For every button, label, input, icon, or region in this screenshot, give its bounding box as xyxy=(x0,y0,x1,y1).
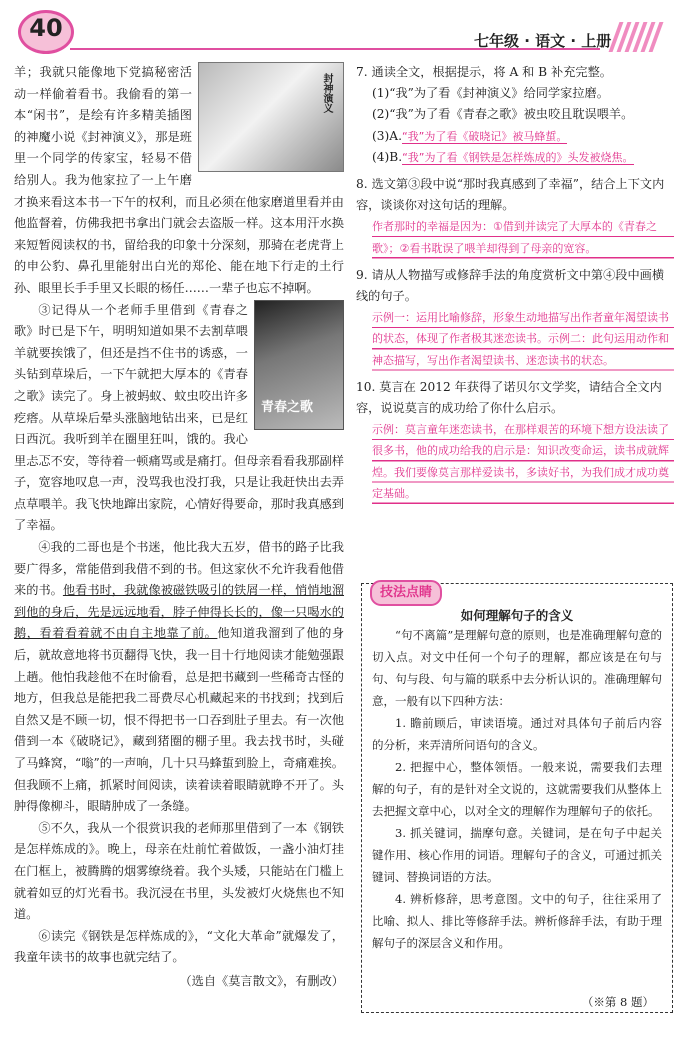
item-4-prefix: (4)B. xyxy=(372,149,403,164)
tips-intro: “句不离篇”是理解句意的原则，也是准确理解句意的切入点。对文中任何一个句子的理解，都应该是在句与句、句与段、句与篇的联系中去分析认识的。准确理解句意，一般有以下四种方法： xyxy=(372,628,662,708)
passage-paragraph-4 xyxy=(14,537,344,818)
reading-passage xyxy=(14,62,344,993)
passage-source: （选自《莫言散文》，有删改） xyxy=(179,973,344,988)
passage-paragraph-2: 羊；我就只能像地下党搞秘密活动一样偷着看书。我偷看的第一本“闲书”，是绘有许多精美插图的神魔小说《封神演义》，那是班里一个同学的传家宝，轻易不借给别人。我为他家拉了一上午磨才换来看这本书一下午的权利，而且必须在他家磨道里看并由他监督着，仿佛我把书拿出门就会去盗版一样。这本用汗水换来短暂阅读权的书，留给我的印象十分深刻，那骑在老虎背上的申公豹、鼻孔里能射出白光的郑伦、能在地下行走的土行孙、眼里长手手里又长眼的杨任……一辈子也忘不掉啊。 xyxy=(14,65,344,295)
book-title: 七年级 · 语文 · 上册 xyxy=(474,32,612,50)
technique-tips-box xyxy=(361,583,673,1013)
illustration-caption: 封神演义 xyxy=(321,73,332,113)
question-7-item-3 xyxy=(372,126,674,147)
tips-badge: 技法点睛 xyxy=(370,580,442,606)
tips-method-2: 2. 把握中心，整体领悟。一般来说，需要我们去理解的句子，有的是针对全文说的，这就需要我们从整体上去把握文章中心，以对全文的理解作为理解句子的依托。 xyxy=(372,760,662,818)
answer-a: “我”为了看《破晓记》被马蜂蜇。 xyxy=(401,129,568,143)
fengshen-illustration xyxy=(198,62,344,172)
passage-paragraph-5: ⑤不久，我从一个很赏识我的老师那里借到了一本《钢铁是怎样炼成的》。晚上，母亲在灶前忙着做饭，一盏小油灯挂在门框上，被腾腾的烟雾缭绕着。我个头矮，只能站在门槛上就着如豆的灯光看书。我沉浸在书里，头发被灯火烧焦也不知道。 xyxy=(14,820,344,922)
question-8: 8. 选文第③段中说“那时我真感到了幸福”，结合上下文内容，谈谈你对这句话的理解。 xyxy=(356,177,665,213)
stripe-decoration xyxy=(606,22,662,52)
tips-reference: （※第 8 题） xyxy=(581,995,654,1009)
question-7-item-4 xyxy=(372,147,674,168)
tips-method-1: 1. 瞻前顾后，审读语境。通过对具体句子前后内容的分析，来弄清所问语句的含义。 xyxy=(372,716,662,752)
paragraph-4-start: ④我的二哥也是个书迷，他比我大五岁，借书的路子比我要广得多，常能借到我借不到的书。但这家伙不允许我看他借来的书。 xyxy=(14,540,344,598)
tips-method-3: 3. 抓关键词，揣摩句意。关键词，是在句子中起关键作用、核心作用的词语。理解句子的含义，可通过抓关键词、替换词语的方法。 xyxy=(372,826,662,884)
paragraph-4-end: 他知道我溜到了他的身后，就故意地将书页翻得飞快，我一目十行地阅读才能勉强跟上趟。他怕我趁他不在时偷看，总是把书藏到一些稀奇古怪的地方，但我总是能把我二哥费尽心机藏起来的书找到；找到后自然又是不顾一切，恨不得把书一口吞到肚子里去。有一次他借到一本《破晓记》，藏到猪圈的棚子里。我去找书时，头碰了马蜂窝，“嗡”的一声响，几十只马蜂蜇到脸上，奇痛难挨。但我顾不上痛，抓紧时间阅读，读着读着眼睛就睁不开了。头肿得像柳斗，眼睛肿成了一条缝。 xyxy=(14,626,345,814)
answer-9: 示例一：运用比喻修辞，形象生动地描写出作者童年渴望读书的状态，体现了作者极其迷恋读书。示例二：此句运用动作和神态描写，写出作者渴望读书、迷恋读书的状态。 xyxy=(372,307,674,371)
qingchun-illustration xyxy=(254,300,344,430)
questions-column xyxy=(356,62,674,504)
question-7-item-1: (1)“我”为了看《封神演义》给同学家拉磨。 xyxy=(372,86,609,101)
question-7-item-2: (2)“我”为了看《青春之歌》被虫咬且耽误喂羊。 xyxy=(372,107,634,122)
answer-b: “我”为了看《钢铁是怎样炼成的》头发被烧焦。 xyxy=(402,150,634,164)
page-header xyxy=(0,0,688,62)
passage-paragraph-6: ⑥读完《钢铁是怎样炼成的》，“文化大革命”就爆发了，我童年读书的故事也就完结了。 xyxy=(14,928,344,965)
tips-body xyxy=(362,624,672,954)
page-number: 40 xyxy=(29,14,63,42)
question-7: 7. 通读全文，根据提示，将 A 和 B 补充完整。 xyxy=(356,65,612,79)
illustration-caption-2: 青春之歌 xyxy=(261,399,314,415)
question-9: 9. 请从人物描写或修辞手法的角度赏析文中第④段中画横线的句子。 xyxy=(356,267,665,304)
answer-10: 示例：莫言童年迷恋读书，在那样艰苦的环境下想方设法读了很多书，他的成功给我的启示是：知识改变命运，读书成就辉煌。我们要像莫言那样爱读书，多读好书，为我们成才成功奠定基础。 xyxy=(372,419,674,504)
underlined-sentence: 他看书时，我就像被磁铁吸引的铁屑一样，悄悄地溜到他的身后，先是远远地看，脖子伸得长长的，像一只喝水的鹅，看着看着就不由自主地靠了前。 xyxy=(14,583,345,641)
tips-method-4: 4. 辨析修辞，思考意图。文中的句子，往往采用了比喻、拟人、排比等修辞手法。辨析修辞手法，有助于理解句子的深层含义和作用。 xyxy=(372,892,662,950)
tips-title: 如何理解句子的含义 xyxy=(460,608,574,623)
item-3-prefix: (3)A. xyxy=(372,128,402,143)
answer-8: 作者那时的幸福是因为：①借到并读完了大厚本的《青春之歌》；②看书耽误了喂羊却得到了母亲的宽容。 xyxy=(372,216,674,258)
passage-paragraph-3: ③记得从一个老师手里借到《青春之歌》时已是下午，明明知道如果不去割草喂羊就要挨饿了，但还是挡不住书的诱惑，一头钻到草垛后，一下午就把大厚本的《青春之歌》读完了。身上被蚂蚁、蚊虫咬出许多疙瘩。从草垛后晕头涨脑地钻出来，已是红日西沉。我听到羊在圈里狂叫，饿的。我心里忐忑不安，等待着一顿痛骂或是痛打。但母亲看看我那副样子，宽容地叹息一声，没骂我也没打我，只是让我赶快出去弄点草喂羊。我飞快地蹿出家院，心情好得要命，那时我真感到了幸福。 xyxy=(14,302,344,533)
question-10: 10. 莫言在 2012 年获得了诺贝尔文学奖，请结合全文内容，说说莫言的成功给了你什么启示。 xyxy=(356,379,662,416)
